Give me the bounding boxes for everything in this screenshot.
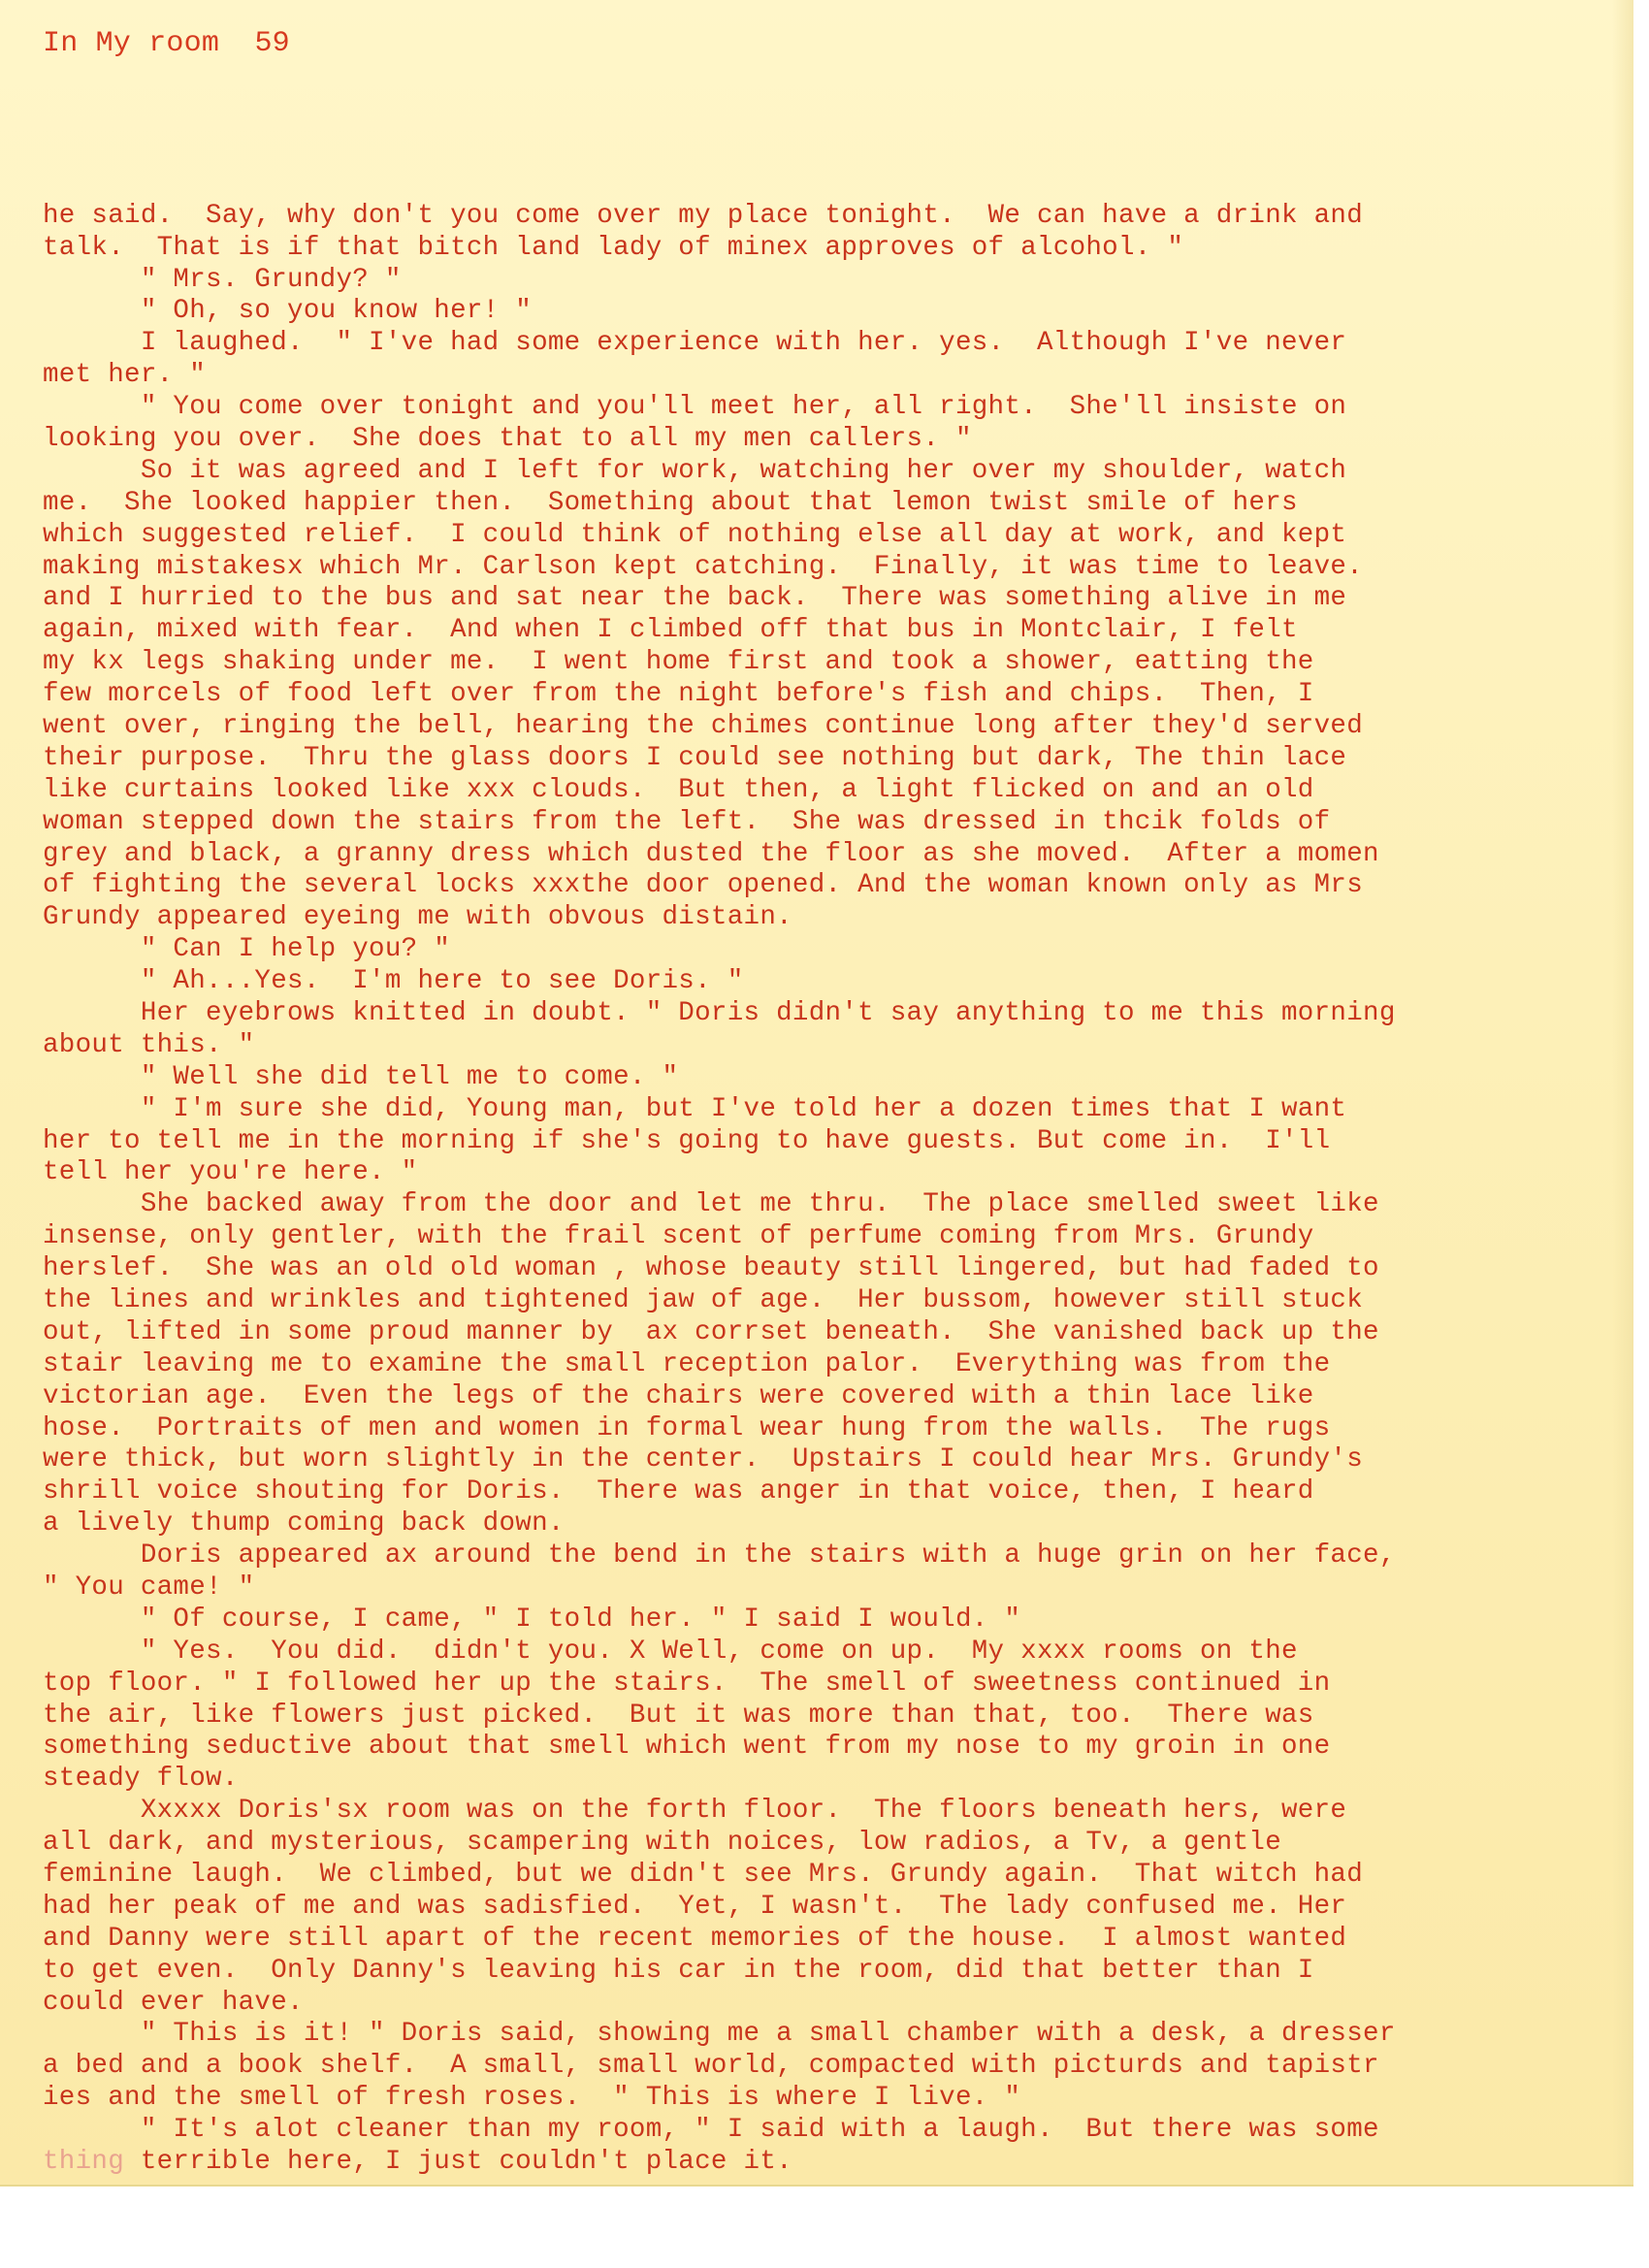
page-number: 59 — [254, 27, 290, 60]
text-line: and I hurried to the bus and sat near the back. There was something alive in me — [43, 583, 1347, 614]
text-line: shrill voice shouting for Doris. There was anger in that voice, then, I heard — [43, 1476, 1314, 1507]
text-line: making mistakesx which Mr. Carlson kept catching. Finally, it was time to leave. — [43, 551, 1364, 582]
text-line: " Oh, so you know her! " — [43, 296, 533, 327]
text-line: went over, ringing the bell, hearing the chimes continue long after they'd served — [43, 710, 1364, 741]
text-line: steady flow. — [43, 1764, 239, 1795]
text-line-last — [43, 2147, 1633, 2179]
text-line: their purpose. Thru the glass doors I could see nothing but dark, The thin lace — [43, 742, 1347, 773]
text-line: " It's alot cleaner than my room, " I said with a laugh. But there was some — [43, 2115, 1379, 2146]
text-line: " Ah...Yes. I'm here to see Doris. " — [43, 966, 744, 997]
text-line: like curtains looked like xxx clouds. But then, a light flicked on and an old — [43, 774, 1314, 805]
text-line: " Well she did tell me to come. " — [43, 1061, 679, 1092]
text-line: met her. " — [43, 360, 207, 391]
text-line: and Danny were still apart of the recent memories of the house. I almost wanted — [43, 1923, 1347, 1954]
text-line: all dark, and mysterious, scampering with noices, low radios, a Tv, a gentle — [43, 1828, 1282, 1859]
text-line: looking you over. She does that to all my men callers. " — [43, 423, 972, 454]
text-line: out, lifted in some proud manner by ax corrset beneath. She vanished back up the — [43, 1316, 1379, 1347]
text-line: " You came! " — [43, 1572, 255, 1604]
text-line: insense, only gentler, with the frail scent of perfume coming from Mrs. Grundy — [43, 1221, 1314, 1252]
text-line: Doris appeared ax around the bend in the stairs with a huge grin on her face, — [43, 1540, 1396, 1571]
text-line: he said. Say, why don't you come over my place tonight. We can have a drink and — [43, 200, 1364, 231]
text-line: herslef. She was an old old woman , whose beauty still lingered, but had faded to — [43, 1253, 1379, 1284]
text-line: " Yes. You did. didn't you. X Well, come on up. My xxxx rooms on the — [43, 1636, 1298, 1667]
text-line: So it was agreed and I left for work, watching her over my shoulder, watch — [43, 455, 1347, 486]
text-line: a lively thump coming back down. — [43, 1508, 565, 1539]
text-line: " This is it! " Doris said, showing me a small chamber with a desk, a dresser — [43, 2019, 1396, 2050]
text-line: Xxxxx Doris'sx room was on the forth floor. The floors beneath hers, were — [43, 1796, 1347, 1827]
text-line: " Of course, I came, " I told her. " I said I would. " — [43, 1604, 1021, 1635]
text-line: talk. That is if that bitch land lady of minex approves of alcohol. " — [43, 232, 1184, 263]
text-line: of fighting the several locks xxxthe door opened. And the woman known only as Mrs — [43, 870, 1364, 901]
text-line: something seductive about that smell which went from my nose to my groin in one — [43, 1732, 1331, 1763]
page-title: In My room — [43, 27, 220, 60]
text-line: were thick, but worn slightly in the center. Upstairs I could hear Mrs. Grundy's — [43, 1444, 1364, 1475]
page-header — [43, 27, 290, 60]
text-line: " You come over tonight and you'll meet her, all right. She'll insiste on — [43, 392, 1347, 423]
text-line: had her peak of me and was sadisfied. Yet, I wasn't. The lady confused me. Her — [43, 1891, 1347, 1922]
body-text — [43, 105, 1633, 2243]
text-line: me. She looked happier then. Something about that lemon twist smile of hers — [43, 487, 1298, 518]
text-line: the air, like flowers just picked. But it was more than that, too. There was — [43, 1700, 1314, 1731]
text-fragment: terrible here, I just couldn't place it. — [124, 2147, 792, 2178]
text-line: again, mixed with fear. And when I climbed off that bus in Montclair, I felt — [43, 615, 1298, 646]
text-line: could ever have. — [43, 1987, 304, 2018]
faded-text: thing — [43, 2147, 125, 2178]
text-line: Grundy appeared eyeing me with obvous distain. — [43, 902, 792, 933]
text-line: " I'm sure she did, Young man, but I've told her a dozen times that I want — [43, 1093, 1347, 1124]
text-line: She backed away from the door and let me thru. The place smelled sweet like — [43, 1189, 1379, 1220]
text-line: " Mrs. Grundy? " — [43, 264, 402, 295]
text-line: the lines and wrinkles and tightened jaw of age. Her bussom, however still stuck — [43, 1285, 1364, 1315]
text-line: my kx legs shaking under me. I went home first and took a shower, eatting the — [43, 647, 1314, 678]
text-line: which suggested relief. I could think of nothing else all day at work, and kept — [43, 519, 1347, 550]
text-line: a bed and a book shelf. A small, small world, compacted with picturds and tapistr — [43, 2051, 1379, 2082]
text-line: few morcels of food left over from the night before's fish and chips. Then, I — [43, 679, 1314, 710]
text-line: to get even. Only Danny's leaving his car in the room, did that better than I — [43, 1955, 1314, 1986]
text-line: stair leaving me to examine the small reception palor. Everything was from the — [43, 1348, 1331, 1379]
text-line: about this. " — [43, 1029, 255, 1060]
text-line: hose. Portraits of men and women in formal wear hung from the walls. The rugs — [43, 1412, 1331, 1443]
text-line: her to tell me in the morning if she's going to have guests. But come in. I'll — [43, 1125, 1331, 1156]
text-line: feminine laugh. We climbed, but we didn't see Mrs. Grundy again. That witch had — [43, 1860, 1364, 1891]
text-line: grey and black, a granny dress which dusted the floor as she moved. After a momen — [43, 838, 1379, 869]
text-line: woman stepped down the stairs from the left. She was dressed in thcik folds of — [43, 806, 1331, 837]
text-line: top floor. " I followed her up the stairs. The smell of sweetness continued in — [43, 1668, 1331, 1699]
text-line: tell her you're here. " — [43, 1157, 418, 1188]
text-line: Her eyebrows knitted in doubt. " Doris didn't say anything to me this morning — [43, 997, 1396, 1028]
text-line: I laughed. " I've had some experience with her. yes. Although I've never — [43, 328, 1347, 359]
text-line: ies and the smell of fresh roses. " This is where I live. " — [43, 2083, 1021, 2114]
text-line: victorian age. Even the legs of the chairs were covered with a thin lace like — [43, 1380, 1314, 1411]
text-line: " Can I help you? " — [43, 934, 451, 965]
